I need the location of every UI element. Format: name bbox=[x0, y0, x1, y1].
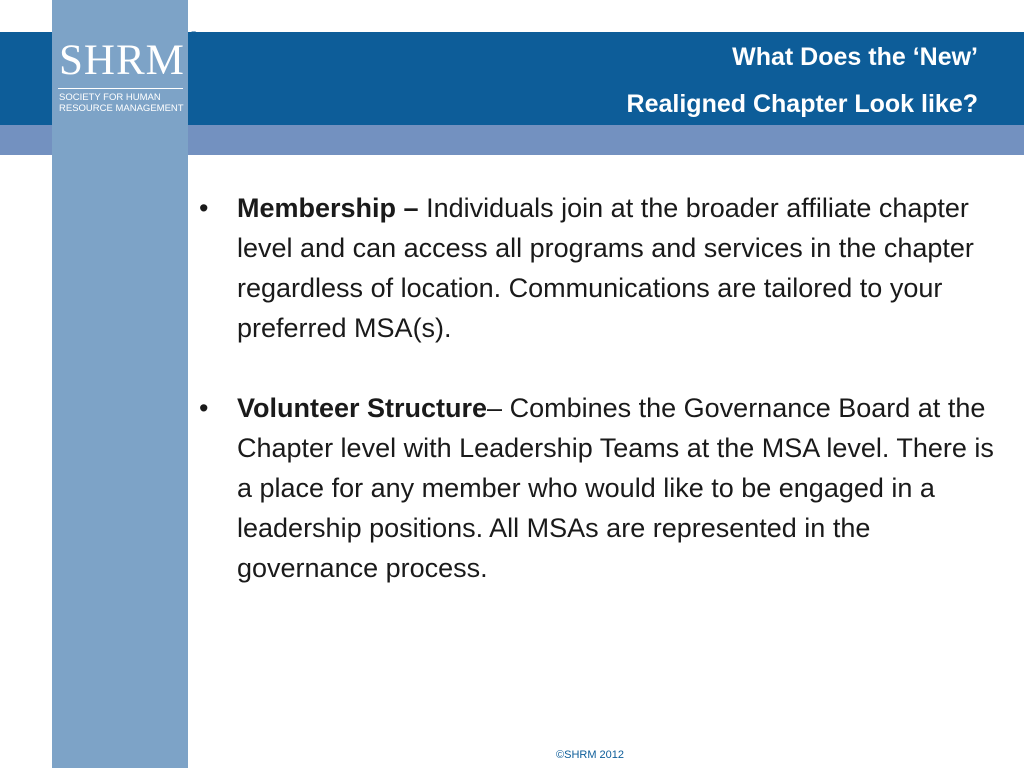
logo-wordmark: SHRM bbox=[59, 37, 185, 84]
shrm-logo bbox=[52, 30, 188, 126]
bullet-item-membership bbox=[197, 188, 1002, 348]
logo-tagline-line1: SOCIETY FOR HUMAN bbox=[59, 92, 161, 103]
bullet-marker: • bbox=[199, 393, 209, 423]
logo-tagline bbox=[59, 92, 187, 114]
bullet-marker: • bbox=[199, 193, 209, 223]
registered-mark: ® bbox=[190, 30, 198, 41]
copyright-footer: ©SHRM 2012 bbox=[556, 749, 625, 761]
logo-divider bbox=[58, 88, 183, 89]
bullet-list bbox=[197, 188, 1002, 628]
bullet-term: Volunteer Structure bbox=[237, 393, 488, 423]
slide-title-line2: Realigned Chapter Look like? bbox=[626, 90, 978, 118]
logo-tagline-line2: RESOURCE MANAGEMENT bbox=[59, 103, 184, 114]
slide-title bbox=[358, 34, 978, 128]
bullet-text: Individuals join at the broader affiliate chapter level and can access all programs and services in the chapter regardless of location. Communications are tailored to your preferred MSA(s). bbox=[237, 193, 974, 343]
bullet-term: Membership – bbox=[237, 193, 419, 223]
bullet-text: – Combines the Governance Board at the Chapter level with Leadership Teams at the MSA level. There is a place for any member who would like to be engaged in a leadership positions. All MSAs are represented in the governance process. bbox=[237, 393, 994, 583]
bullet-item-volunteer-structure bbox=[197, 388, 1002, 588]
slide-title-line1: What Does the ‘New’ bbox=[732, 43, 978, 71]
